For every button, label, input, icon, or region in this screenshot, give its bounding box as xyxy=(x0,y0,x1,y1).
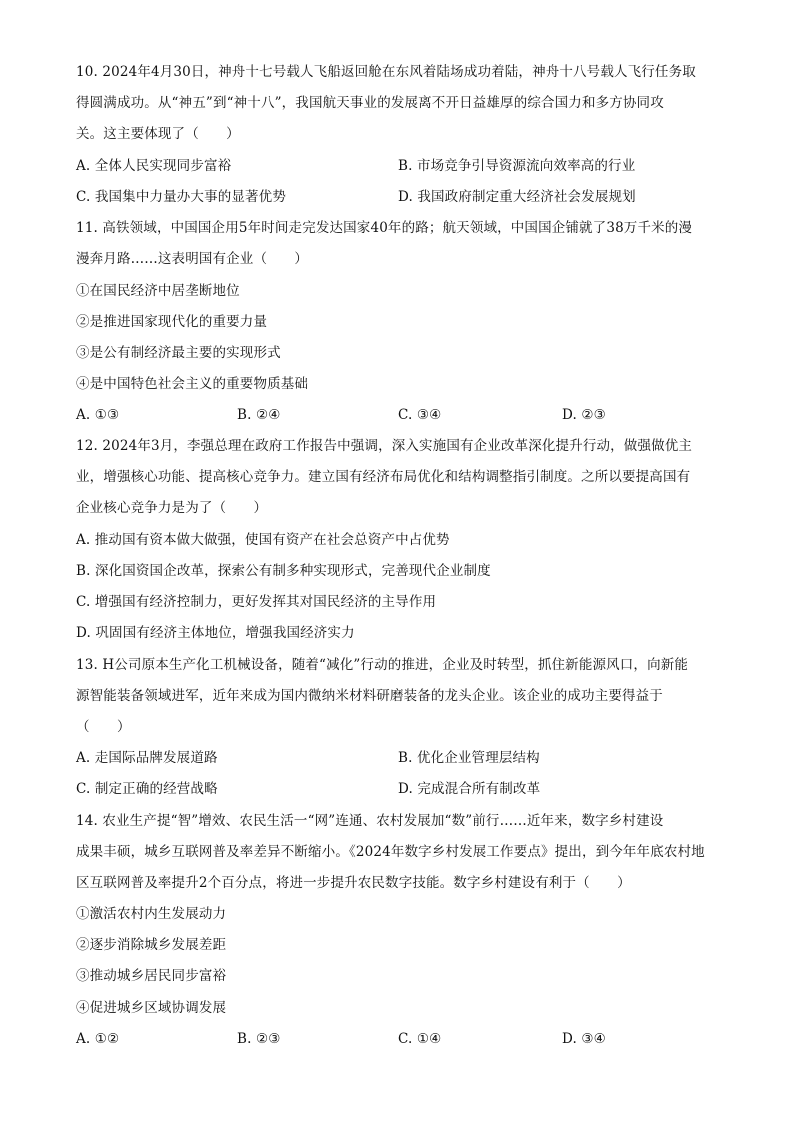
q11-statement-4: ④是中国特色社会主义的重要物质基础 xyxy=(76,376,309,392)
q12-option-a: A. 推动国有资本做大做强，使国有资产在社会总资产中占优势 xyxy=(76,532,450,548)
q10-stem-line-1: 10. 2024年4月30日，神舟十七号载人飞船返回舱在东风着陆场成功着陆，神舟十八号载人飞行任务取 xyxy=(76,64,696,80)
q11-option-a: A. ①③ xyxy=(76,407,120,423)
q10-option-b: B. 市场竞争引导资源流向效率高的行业 xyxy=(398,158,636,174)
q14-option-a: A. ①② xyxy=(76,1031,120,1047)
q13-stem-line-2: 源智能装备领域进军，近年来成为国内微纳米材料研磨装备的龙头企业。该企业的成功主要得益于 xyxy=(76,688,663,704)
q14-statement-3: ③推动城乡居民同步富裕 xyxy=(76,968,227,984)
q11-stem-line-2: 漫奔月路……这表明国有企业（ ） xyxy=(76,251,309,267)
q14-option-c: C. ①④ xyxy=(398,1031,442,1047)
q11-statement-3: ③是公有制经济最主要的实现形式 xyxy=(76,345,281,361)
q12-option-b: B. 深化国资国企改革，探索公有制多种实现形式，完善现代企业制度 xyxy=(76,563,491,579)
q11-statement-2: ②是推进国家现代化的重要力量 xyxy=(76,314,268,330)
q13-stem-line-3: （ ） xyxy=(76,719,131,735)
q13-stem-line-1: 13. H公司原本生产化工机械设备，随着“减化”行动的推进，企业及时转型，抓住新能源风口，向新能 xyxy=(76,657,689,673)
q13-option-d: D. 完成混合所有制改革 xyxy=(398,781,541,797)
q10-option-d: D. 我国政府制定重大经济社会发展规划 xyxy=(398,189,636,205)
q12-option-d: D. 巩固国有经济主体地位，增强我国经济实力 xyxy=(76,625,355,641)
q13-option-b: B. 优化企业管理层结构 xyxy=(398,750,540,766)
q12-stem-line-3: 企业核心竞争力是为了（ ） xyxy=(76,500,268,516)
q10-stem-line-2: 得圆满成功。从“神五”到“神十八”，我国航天事业的发展离不开日益雄厚的综合国力和多方协同攻 xyxy=(76,95,664,111)
q14-stem-line-2: 成果丰硕，城乡互联网普及率差异不断缩小。《2024年数字乡村发展工作要点》提出，到今年年底农村地 xyxy=(76,844,705,860)
q14-statement-2: ②逐步消除城乡发展差距 xyxy=(76,937,227,953)
q13-option-a: A. 走国际品牌发展道路 xyxy=(76,750,218,766)
q12-stem-line-1: 12. 2024年3月，李强总理在政府工作报告中强调，深入实施国有企业改革深化提升行动，做强做优主 xyxy=(76,438,693,454)
q14-stem-line-1: 14. 农业生产提“智”增效、农民生活一“网”连通、农村发展加“数”前行……近年来，数字乡村建设 xyxy=(76,813,664,829)
q11-option-b: B. ②④ xyxy=(237,407,281,423)
q14-statement-4: ④促进城乡区域协调发展 xyxy=(76,1000,227,1016)
q11-statement-1: ①在国民经济中居垄断地位 xyxy=(76,283,240,299)
q12-stem-line-2: 业，增强核心功能、提高核心竞争力。建立国有经济布局优化和结构调整指引制度。之所以要提高国有 xyxy=(76,469,691,485)
q11-option-c: C. ③④ xyxy=(398,407,442,423)
q10-option-a: A. 全体人民实现同步富裕 xyxy=(76,158,232,174)
q10-option-c: C. 我国集中力量办大事的显著优势 xyxy=(76,189,286,205)
q14-stem-line-3: 区互联网普及率提升2个百分点，将进一步提升农民数字技能。数字乡村建设有利于（ ） xyxy=(76,875,631,891)
q12-option-c: C. 增强国有经济控制力，更好发挥其对国民经济的主导作用 xyxy=(76,594,437,610)
q14-option-d: D. ③④ xyxy=(562,1031,606,1047)
q13-option-c: C. 制定正确的经营战略 xyxy=(76,781,218,797)
q14-statement-1: ①激活农村内生发展动力 xyxy=(76,906,227,922)
q14-option-b: B. ②③ xyxy=(237,1031,281,1047)
q10-stem-line-3: 关。这主要体现了（ ） xyxy=(76,126,240,142)
q11-option-d: D. ②③ xyxy=(562,407,606,423)
q11-stem-line-1: 11. 高铁领域，中国国企用5年时间走完发达国家40年的路；航天领域，中国国企铺就了38万千米的漫 xyxy=(76,220,693,236)
